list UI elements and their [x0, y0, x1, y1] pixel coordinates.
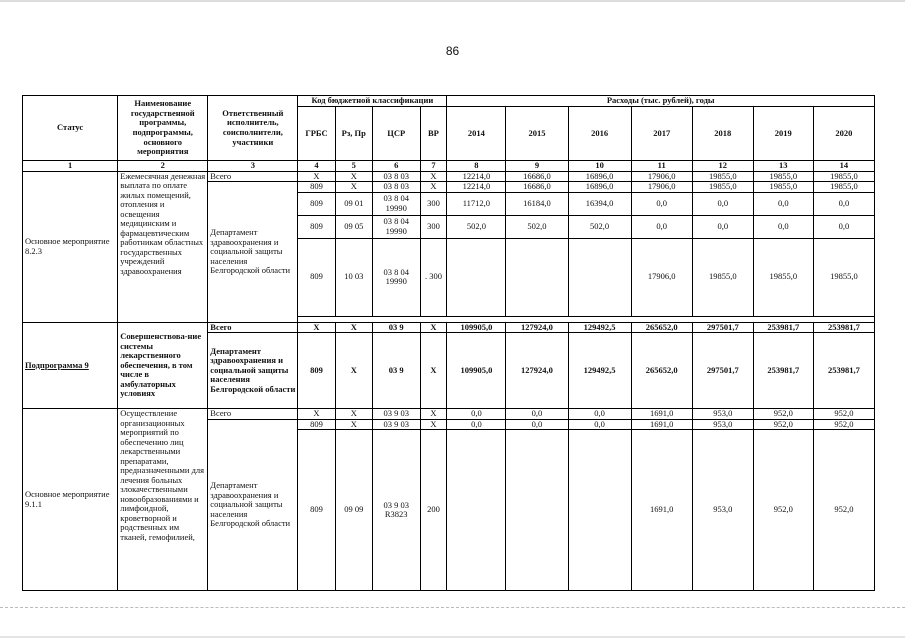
column-number: 14 — [813, 161, 874, 172]
value-cell: 19855,0 — [692, 171, 753, 182]
grbs-cell: 809 — [298, 333, 335, 409]
value-cell: 952,0 — [813, 409, 874, 420]
rzpr-cell: Х — [335, 333, 372, 409]
value-cell: 109905,0 — [447, 322, 506, 333]
value-cell: 16686,0 — [506, 182, 568, 193]
csr-cell: 03 9 — [372, 322, 420, 333]
vr-cell: Х — [420, 333, 447, 409]
value-cell: 297501,7 — [692, 333, 753, 409]
value-cell: 12214,0 — [447, 182, 506, 193]
csr-cell: 03 8 04 19990 — [372, 215, 420, 238]
value-cell: 1691,0 — [631, 430, 692, 591]
value-cell: 0,0 — [753, 192, 813, 215]
status-cell: Подпрограмма 9 — [23, 322, 118, 409]
rzpr-cell: Х — [335, 171, 372, 182]
header-row — [23, 96, 875, 107]
subprogram-name-cell: Совершенствова-ние системы лекарственного обеспечения, в том числе в амбулаторных условиях — [118, 322, 208, 409]
value-cell: 952,0 — [813, 419, 874, 430]
value-cell — [447, 430, 506, 591]
department-cell: Департамент здравоохранения и социальной защиты населения Белгородской области — [208, 333, 298, 409]
grbs-cell: Х — [298, 171, 335, 182]
table-row — [23, 409, 875, 420]
column-number: 4 — [298, 161, 335, 172]
header-year: 2016 — [568, 107, 631, 161]
value-cell: 0,0 — [506, 409, 568, 420]
vr-cell: Х — [420, 171, 447, 182]
rzpr-cell: Х — [335, 182, 372, 193]
status-cell: Основное мероприятие 9.1.1 — [23, 409, 118, 591]
value-cell: 11712,0 — [447, 192, 506, 215]
value-cell — [506, 238, 568, 316]
value-cell: 253981,7 — [813, 322, 874, 333]
top-edge-line — [0, 0, 905, 2]
value-cell: 19855,0 — [813, 182, 874, 193]
value-cell: 953,0 — [692, 419, 753, 430]
value-cell: 297501,7 — [692, 322, 753, 333]
grbs-cell: 809 — [298, 182, 335, 193]
value-cell: 19855,0 — [753, 182, 813, 193]
value-cell — [568, 238, 631, 316]
header-year: 2020 — [813, 107, 874, 161]
column-number: 11 — [631, 161, 692, 172]
value-cell: 19855,0 — [813, 171, 874, 182]
vr-cell: Х — [420, 419, 447, 430]
value-cell: 952,0 — [753, 419, 813, 430]
measure-name-cell: Осуществление организационных мероприятий по обеспечению лиц лекарственными препаратами, предназначенными для лечения больных злокачественными новообразованиями и лимфоидной, кроветворной и родственных им тканей, гемофилией, — [118, 409, 208, 591]
column-number: 8 — [447, 161, 506, 172]
header-executor: Ответственный исполнитель, соисполнители, участники — [208, 96, 298, 161]
value-cell: 16896,0 — [568, 171, 631, 182]
rzpr-cell: Х — [335, 322, 372, 333]
csr-cell: 03 9 — [372, 333, 420, 409]
column-number: 7 — [420, 161, 447, 172]
column-number: 9 — [506, 161, 568, 172]
value-cell: 19855,0 — [692, 238, 753, 316]
value-cell: 109905,0 — [447, 333, 506, 409]
value-cell: 0,0 — [813, 215, 874, 238]
value-cell: 952,0 — [813, 430, 874, 591]
vr-cell: Х — [420, 182, 447, 193]
value-cell: 0,0 — [692, 192, 753, 215]
total-label-cell: Всего — [208, 409, 298, 420]
value-cell: 0,0 — [447, 419, 506, 430]
column-number: 12 — [692, 161, 753, 172]
header-rzpr: Рз, Пр — [335, 107, 372, 161]
value-cell: 0,0 — [631, 215, 692, 238]
csr-cell: 03 8 03 — [372, 171, 420, 182]
value-cell: 0,0 — [568, 419, 631, 430]
rzpr-cell: Х — [335, 409, 372, 420]
header-year: 2018 — [692, 107, 753, 161]
vr-cell: Х — [420, 409, 447, 420]
column-number-row — [23, 161, 875, 172]
vr-cell: . 300 — [420, 238, 447, 316]
value-cell: 17906,0 — [631, 182, 692, 193]
value-cell: 16394,0 — [568, 192, 631, 215]
value-cell: 16686,0 — [506, 171, 568, 182]
value-cell: 502,0 — [447, 215, 506, 238]
header-csr: ЦСР — [372, 107, 420, 161]
header-year: 2015 — [506, 107, 568, 161]
grbs-cell: 809 — [298, 238, 335, 316]
rzpr-cell: 09 05 — [335, 215, 372, 238]
grbs-cell: Х — [298, 322, 335, 333]
value-cell: 0,0 — [813, 192, 874, 215]
value-cell: 0,0 — [506, 419, 568, 430]
header-status: Статус — [23, 96, 118, 161]
rzpr-cell: Х — [335, 419, 372, 430]
value-cell: 127924,0 — [506, 333, 568, 409]
total-label-cell: Всего — [208, 171, 298, 182]
value-cell — [506, 430, 568, 591]
value-cell: 127924,0 — [506, 322, 568, 333]
value-cell: 17906,0 — [631, 238, 692, 316]
bottom-edge-line — [0, 636, 905, 638]
column-number: 13 — [753, 161, 813, 172]
rzpr-cell: 10 03 — [335, 238, 372, 316]
bottom-dashed-line — [0, 607, 905, 608]
csr-cell: 03 8 04 19990 — [372, 238, 420, 316]
value-cell: 0,0 — [447, 409, 506, 420]
value-cell: 253981,7 — [813, 333, 874, 409]
rzpr-cell: 09 09 — [335, 430, 372, 591]
vr-cell: 200 — [420, 430, 447, 591]
value-cell: 16184,0 — [506, 192, 568, 215]
grbs-cell: Х — [298, 409, 335, 420]
grbs-cell: 809 — [298, 419, 335, 430]
column-number: 3 — [208, 161, 298, 172]
csr-cell: 03 9 03 — [372, 419, 420, 430]
status-cell: Основное мероприятие 8.2.3 — [23, 171, 118, 322]
value-cell: 502,0 — [506, 215, 568, 238]
csr-cell: 03 9 03 — [372, 409, 420, 420]
value-cell: 502,0 — [568, 215, 631, 238]
column-number: 1 — [23, 161, 118, 172]
measure-name-cell: Ежемесячная денежная выплата по оплате жилых помещений, отопления и освещения медицинским и фармацевтическим работникам областных государственных учреждений здравоохранения — [118, 171, 208, 322]
grbs-cell: 809 — [298, 430, 335, 591]
value-cell: 0,0 — [568, 409, 631, 420]
value-cell: 953,0 — [692, 430, 753, 591]
department-cell: Департамент здравоохранения и социальной защиты населения Белгородской области — [208, 419, 298, 591]
column-number: 2 — [118, 161, 208, 172]
budget-table — [22, 95, 875, 591]
header-name: Наименование государственной программы, подпрограммы, основного мероприятия — [118, 96, 208, 161]
header-code-group: Код бюджетной классификации — [298, 96, 447, 107]
value-cell: 0,0 — [631, 192, 692, 215]
header-expenses-group: Расходы (тыс. рублей), годы — [447, 96, 875, 107]
vr-cell: 300 — [420, 192, 447, 215]
value-cell: 952,0 — [753, 430, 813, 591]
department-cell: Департамент здравоохранения и социальной защиты населения Белгородской области — [208, 182, 298, 323]
grbs-cell: 809 — [298, 192, 335, 215]
value-cell: 19855,0 — [753, 238, 813, 316]
header-year: 2014 — [447, 107, 506, 161]
value-cell: 129492,5 — [568, 322, 631, 333]
table-row — [23, 171, 875, 182]
csr-cell: 03 8 04 19990 — [372, 192, 420, 215]
csr-cell: 03 8 03 — [372, 182, 420, 193]
value-cell: 952,0 — [753, 409, 813, 420]
value-cell: 0,0 — [753, 215, 813, 238]
column-number: 10 — [568, 161, 631, 172]
column-number: 6 — [372, 161, 420, 172]
value-cell — [568, 430, 631, 591]
value-cell: 12214,0 — [447, 171, 506, 182]
value-cell: 129492,5 — [568, 333, 631, 409]
grbs-cell: 809 — [298, 215, 335, 238]
csr-cell: 03 9 03 R3823 — [372, 430, 420, 591]
vr-cell: Х — [420, 322, 447, 333]
value-cell: 265652,0 — [631, 333, 692, 409]
header-year: 2017 — [631, 107, 692, 161]
page-number: 86 — [445, 44, 460, 58]
value-cell: 1691,0 — [631, 419, 692, 430]
value-cell: 953,0 — [692, 409, 753, 420]
column-number: 5 — [335, 161, 372, 172]
value-cell: 16896,0 — [568, 182, 631, 193]
value-cell: 19855,0 — [753, 171, 813, 182]
value-cell: 253981,7 — [753, 322, 813, 333]
header-year: 2019 — [753, 107, 813, 161]
value-cell: 19855,0 — [692, 182, 753, 193]
value-cell: 1691,0 — [631, 409, 692, 420]
value-cell: 17906,0 — [631, 171, 692, 182]
total-label-cell: Всего — [208, 322, 298, 333]
header-grbs: ГРБС — [298, 107, 335, 161]
table-row — [23, 322, 875, 333]
vr-cell: 300 — [420, 215, 447, 238]
value-cell: 265652,0 — [631, 322, 692, 333]
value-cell: 19855,0 — [813, 238, 874, 316]
value-cell — [447, 238, 506, 316]
value-cell: 0,0 — [692, 215, 753, 238]
header-vr: ВР — [420, 107, 447, 161]
rzpr-cell: 09 01 — [335, 192, 372, 215]
value-cell: 253981,7 — [753, 333, 813, 409]
